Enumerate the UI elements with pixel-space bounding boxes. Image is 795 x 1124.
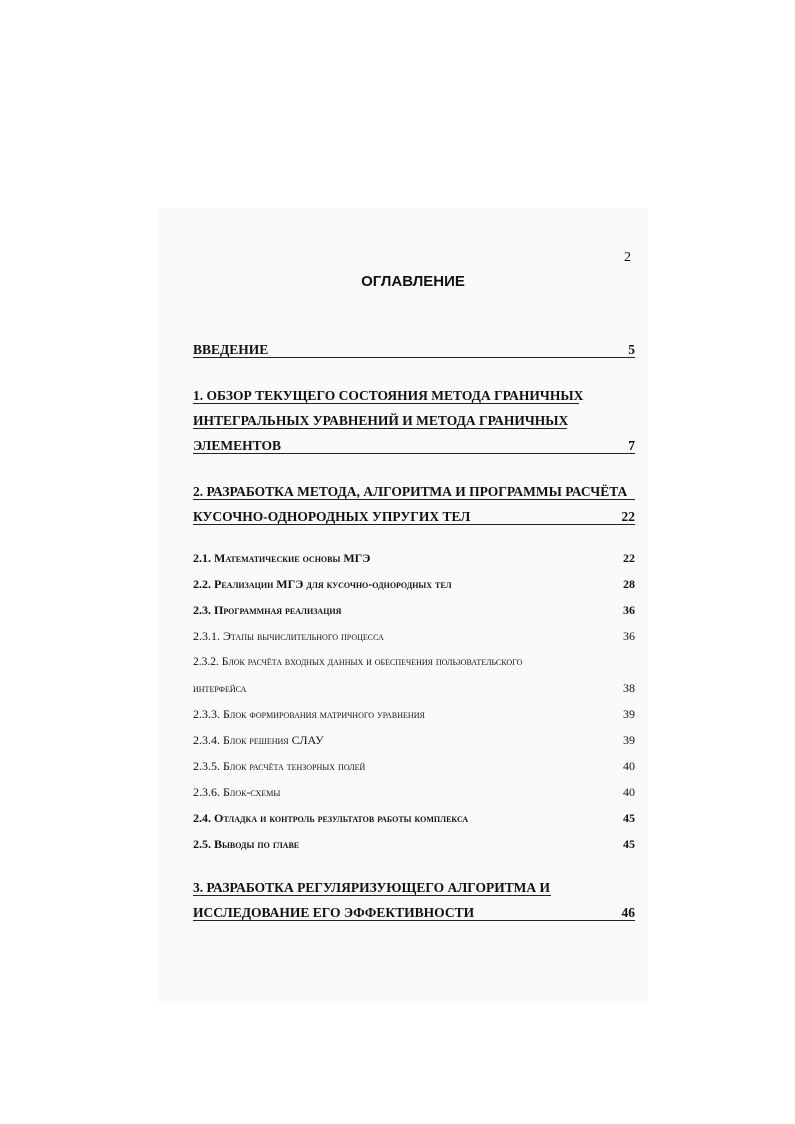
toc-entry-chapter-3[interactable]: [193, 874, 635, 921]
toc-entry-text: ИССЛЕДОВАНИЕ ЕГО ЭФФЕКТИВНОСТИ: [193, 905, 475, 920]
page-number: 2: [624, 250, 631, 265]
toc-entry-text: 2.1. Математические основы МГЭ: [193, 551, 371, 565]
toc-entry-text: ЭЛЕМЕНТОВ: [193, 438, 281, 453]
toc-entry-section-2-1[interactable]: [193, 546, 635, 566]
toc-line: [193, 336, 635, 358]
toc-page-number: 22: [621, 509, 635, 524]
toc-entry-section-2-2[interactable]: [193, 572, 635, 592]
toc-entry-section-2-3-5[interactable]: [193, 754, 635, 774]
toc-entry-text: 2.3.6. Блок-схемы: [193, 785, 281, 799]
toc-entry-text: 1. ОБЗОР ТЕКУЩЕГО СОСТОЯНИЯ МЕТОДА ГРАНИЧНЫХ: [193, 388, 584, 403]
toc-line: [193, 899, 635, 921]
toc-entry-text: 2.3.4. Блок решения СЛАУ: [193, 733, 324, 747]
toc-entry-section-2-3-6[interactable]: [193, 780, 635, 800]
toc-page-number: 36: [623, 603, 635, 617]
toc-page-number: 45: [623, 837, 635, 851]
toc-page-number: 39: [623, 707, 635, 721]
toc-page-number: 39: [623, 733, 635, 747]
toc-entry-text: интерфейса: [193, 681, 247, 695]
toc-entry-text: КУСОЧНО-ОДНОРОДНЫХ УПРУГИХ ТЕЛ: [193, 509, 471, 524]
toc-entry-chapter-2[interactable]: [193, 478, 635, 525]
toc-line: [193, 650, 635, 670]
toc-entry-text: 3. РАЗРАБОТКА РЕГУЛЯРИЗУЮЩЕГО АЛГОРИТМА И: [193, 880, 550, 895]
toc-entry-section-2-3-1[interactable]: [193, 624, 635, 644]
toc-line: [193, 676, 635, 696]
toc-entry-section-2-3-4[interactable]: [193, 728, 635, 748]
toc-line: [193, 874, 635, 896]
toc-page-number: 36: [623, 629, 635, 643]
toc-title: ОГЛАВЛЕНИЕ: [361, 273, 465, 290]
toc-line: [193, 478, 635, 500]
toc-entry-chapter-1[interactable]: [193, 382, 635, 454]
toc-entry-text: 2.2. Реализации МГЭ для кусочно-однородных тел: [193, 577, 452, 591]
toc-entry-text: 2.3. Программная реализация: [193, 603, 342, 617]
toc-entry-section-2-3[interactable]: [193, 598, 635, 618]
toc-page-number: 5: [628, 342, 635, 357]
toc-entry-text: ИНТЕГРАЛЬНЫХ УРАВНЕНИЙ И МЕТОДА ГРАНИЧНЫХ: [193, 413, 569, 428]
toc-entry-text: 2.5. Выводы по главе: [193, 837, 300, 851]
toc-entry-section-2-5[interactable]: [193, 832, 635, 852]
toc-entry-text: 2.3.1. Этапы вычислительного процесса: [193, 629, 384, 643]
toc-entry-text: 2.3.3. Блок формирования матричного уравнения: [193, 707, 425, 721]
toc-line: [193, 503, 635, 525]
toc-entry-section-2-3-3[interactable]: [193, 702, 635, 722]
toc-page-number: 46: [621, 905, 635, 920]
toc-entry-text: 2.4. Отладка и контроль результатов работы комплекса: [193, 811, 469, 825]
toc-entry-text: 2. РАЗРАБОТКА МЕТОДА, АЛГОРИТМА И ПРОГРАММЫ РАСЧЁТА: [193, 484, 628, 499]
toc-page-number: 40: [623, 759, 635, 773]
toc-line: [193, 432, 635, 454]
toc-page-number: 28: [623, 577, 635, 591]
toc-page-number: 22: [623, 551, 635, 565]
toc-entry-text: 2.3.2. Блок расчёта входных данных и обеспечения пользовательского: [193, 656, 523, 668]
toc-page-number: 7: [628, 438, 635, 453]
toc-page-number: 38: [623, 681, 635, 695]
toc-page-number: 40: [623, 785, 635, 799]
toc-page-number: 45: [623, 811, 635, 825]
toc-line: [193, 382, 635, 404]
toc-entry-text: 2.3.5. Блок расчёта тензорных полей: [193, 759, 366, 773]
toc-entry-section-2-4[interactable]: [193, 806, 635, 826]
toc-entry-section-2-3-2[interactable]: [193, 650, 635, 696]
toc-entry-text: ВВЕДЕНИЕ: [193, 342, 269, 357]
toc-entry-introduction[interactable]: [193, 336, 635, 358]
toc-line: [193, 407, 635, 429]
